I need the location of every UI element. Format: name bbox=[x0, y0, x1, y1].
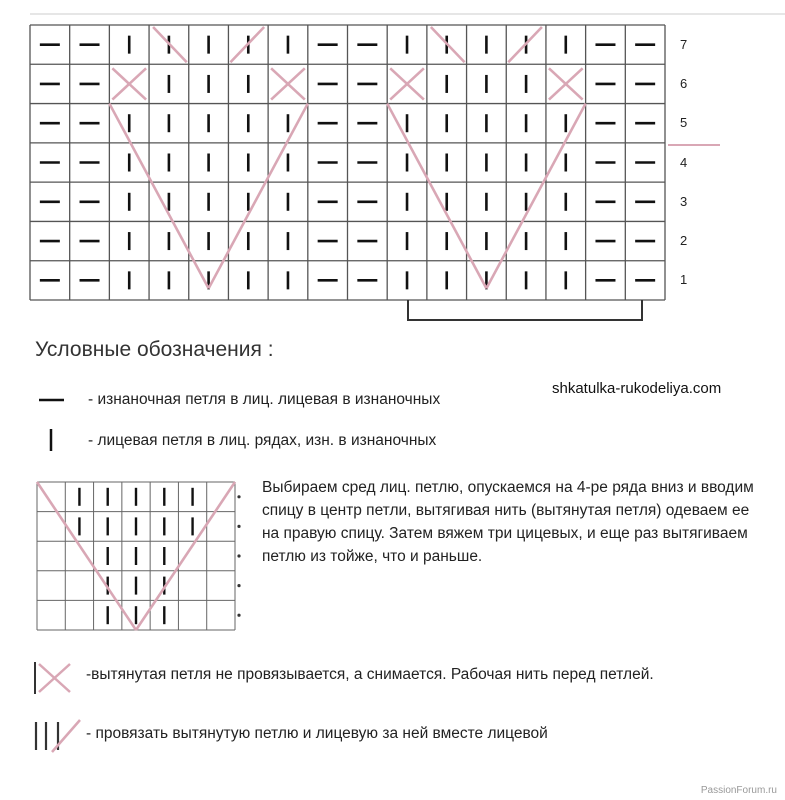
instruction-text: Выбираем сред лиц. петлю, опускаемся на 4-ре ряда вниз и вводим спицу в центр петли, вытягивая нить (вытянутая петля) одеваем ее на правую спицу. Затем вяжем три цицевых, и еще раз вытягиваем петлю из тойже, что и раньше. bbox=[262, 479, 754, 565]
row-number: 2 bbox=[680, 233, 688, 249]
illustration-chart bbox=[0, 470, 260, 640]
row-number: 3 bbox=[680, 193, 688, 209]
row-number: 1 bbox=[680, 272, 688, 288]
repeat-bracket bbox=[408, 300, 642, 320]
slipped-loop-icon bbox=[32, 658, 78, 698]
watermark: shkatulka-rukodeliya.com bbox=[552, 380, 722, 397]
row-number: 6 bbox=[680, 75, 688, 91]
mini-loop-right bbox=[136, 482, 235, 630]
legend-k2tog: - провязать вытянутую петлю и лицевую за ней вместе лицевой bbox=[86, 725, 548, 742]
row-number: 4 bbox=[680, 154, 688, 170]
mini-row-dot bbox=[237, 614, 240, 617]
legend-item-purl: - изнаночная петля в лиц. лицевая в изнаночных bbox=[88, 391, 441, 408]
bar-icon bbox=[42, 427, 62, 453]
legend-slipped-loop: -вытянутая петля не провязывается, а снимается. Рабочая нить перед петлей. bbox=[86, 666, 654, 683]
mini-row-dot bbox=[237, 495, 240, 498]
k2tog-diagonal bbox=[230, 27, 264, 62]
footer-credit: PassionForum.ru bbox=[700, 785, 777, 796]
row-number: 7 bbox=[680, 36, 688, 52]
k2tog-diagonal bbox=[508, 27, 542, 62]
mini-loop-left bbox=[37, 482, 136, 630]
mini-row-dot bbox=[237, 584, 240, 587]
k2tog-diagonal bbox=[431, 27, 465, 62]
knitting-chart bbox=[0, 0, 785, 330]
k2tog-icon bbox=[32, 716, 84, 756]
legend-title: Условные обозначения : bbox=[35, 338, 274, 361]
legend-item-knit: - лицевая петля в лиц. рядах, изн. в изнаночных bbox=[88, 432, 437, 449]
k2tog-diagonal bbox=[153, 27, 187, 62]
chart-grid bbox=[30, 25, 665, 300]
dash-icon bbox=[37, 390, 67, 410]
row-number: 5 bbox=[680, 115, 688, 131]
mini-row-dot bbox=[237, 554, 240, 557]
mini-row-dot bbox=[237, 525, 240, 528]
